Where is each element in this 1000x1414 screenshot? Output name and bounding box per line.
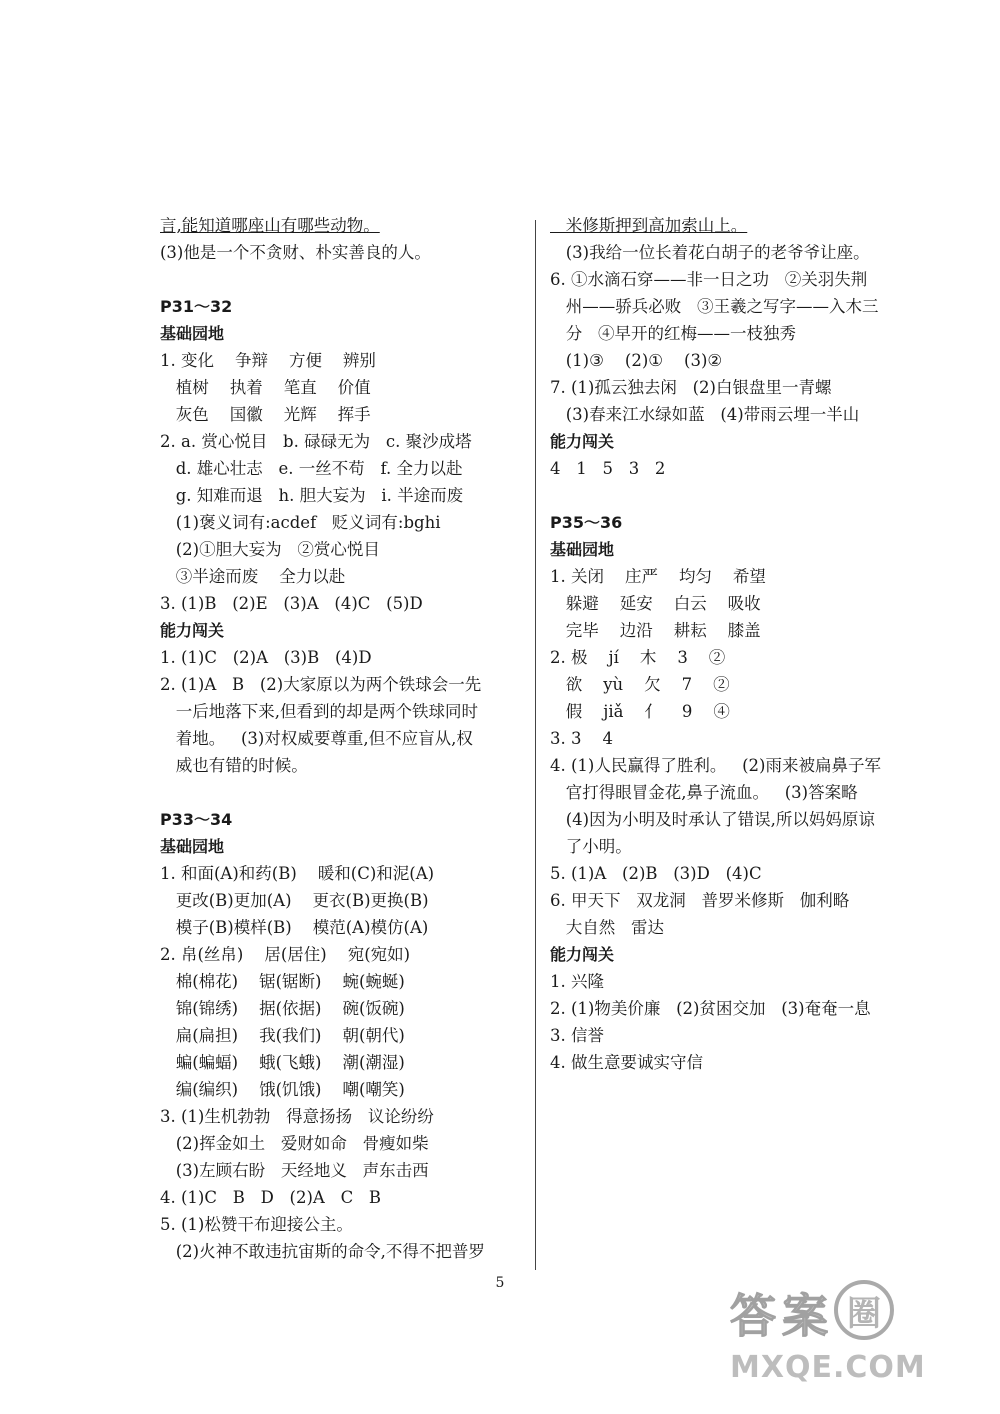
answer-line: 4 1 5 3 2 xyxy=(550,459,666,478)
answer-line: 米修斯押到高加索山上。 xyxy=(550,216,748,235)
answer-circle-logo-icon: 圈 xyxy=(834,1280,894,1340)
answer-line: 1. 关闭 庄严 均匀 希望 xyxy=(550,567,766,586)
answer-line: 2. 极 jí 木 3 ② xyxy=(550,648,726,667)
answer-line: ③半途而废 全力以赴 xyxy=(160,567,346,586)
answer-line: 假 jiǎ 亻 9 ④ xyxy=(550,702,730,721)
answer-line: 扁(扁担) 我(我们) 朝(朝代) xyxy=(160,1026,405,1045)
answer-line: 棉(棉花) 锯(锯断) 蜿(蜿蜒) xyxy=(160,972,405,991)
section-heading: 能力闯关 xyxy=(550,432,615,451)
answer-line: 完毕 边沿 耕耘 膝盖 xyxy=(550,621,761,640)
page-number: 5 xyxy=(495,1275,505,1291)
answer-line: 言,能知道哪座山有哪些动物。 xyxy=(160,216,380,235)
watermark-char: 答 xyxy=(730,1289,776,1343)
answer-line: 1. (1)C (2)A (3)B (4)D xyxy=(160,648,372,667)
answer-line: 2. (1)物美价廉 (2)贫困交加 (3)奄奄一息 xyxy=(550,999,871,1018)
answer-line: 编(编织) 饿(饥饿) 嘲(嘲笑) xyxy=(160,1080,405,1099)
answer-line: 一后地落下来,但看到的却是两个铁球同时 xyxy=(160,702,478,721)
answer-line: 欲 yù 欠 7 ② xyxy=(550,675,730,694)
answer-line: (2)火神不敢违抗宙斯的命令,不得不把普罗 xyxy=(160,1242,485,1261)
answer-line: 3. (1)B (2)E (3)A (4)C (5)D xyxy=(160,594,423,613)
spacer xyxy=(550,482,910,509)
answer-line: 7. (1)孤云独去闲 (2)白银盘里一青螺 xyxy=(550,378,832,397)
watermark-logo xyxy=(730,1280,980,1400)
watermark-url: MXQE.COM xyxy=(730,1350,926,1385)
answer-line: 着地。 (3)对权威要尊重,但不应盲从,权 xyxy=(160,729,473,748)
spacer xyxy=(160,266,520,293)
right-column xyxy=(550,212,910,1076)
section-heading: P35～36 xyxy=(550,513,623,532)
answer-line: 4. (1)人民赢得了胜利。 (2)雨来被扁鼻子军 xyxy=(550,756,881,775)
answer-line: 灰色 国徽 光辉 挥手 xyxy=(160,405,371,424)
answer-line: 2. a. 赏心悦目 b. 碌碌无为 c. 聚沙成塔 xyxy=(160,432,472,451)
answer-line: 2. (1)A B (2)大家原以为两个铁球会一先 xyxy=(160,675,482,694)
answer-line: 6. 甲天下 双龙洞 普罗米修斯 伽利略 xyxy=(550,891,850,910)
answer-line: 大自然 雷达 xyxy=(550,918,664,937)
left-column xyxy=(160,212,520,1265)
section-heading: 能力闯关 xyxy=(160,621,225,640)
answer-line: 3. (1)生机勃勃 得意扬扬 议论纷纷 xyxy=(160,1107,434,1126)
answer-line: 了小明。 xyxy=(550,837,632,856)
answer-line: (2)挥金如土 爱财如命 骨瘦如柴 xyxy=(160,1134,429,1153)
section-heading: 基础园地 xyxy=(550,540,615,559)
answer-line: (1)③ (2)① (3)② xyxy=(550,351,723,370)
answer-line: 2. 帛(丝帛) 居(居住) 宛(宛如) xyxy=(160,945,411,964)
section-heading: 基础园地 xyxy=(160,324,225,343)
answer-line: 威也有错的时候。 xyxy=(160,756,308,775)
answer-line: 1. 兴隆 xyxy=(550,972,604,991)
answer-line: 1. 变化 争辩 方便 辨别 xyxy=(160,351,376,370)
answer-line: 更改(B)更加(A) 更衣(B)更换(B) xyxy=(160,891,429,910)
answer-line: g. 知难而退 h. 胆大妄为 i. 半途而废 xyxy=(160,486,464,505)
section-heading: 能力闯关 xyxy=(550,945,615,964)
answer-line: 1. 和面(A)和药(B) 暖和(C)和泥(A) xyxy=(160,864,435,883)
answer-line: (3)我给一位长着花白胡子的老爷爷让座。 xyxy=(550,243,870,262)
section-heading: 基础园地 xyxy=(160,837,225,856)
answer-line: 模子(B)模样(B) 模范(A)模仿(A) xyxy=(160,918,429,937)
answer-line: 3. 3 4 xyxy=(550,729,613,748)
answer-line: 分 ④早开的红梅——一枝独秀 xyxy=(550,324,796,343)
spacer xyxy=(160,779,520,806)
answer-line: (3)他是一个不贪财、朴实善良的人。 xyxy=(160,243,431,262)
section-heading: P33～34 xyxy=(160,810,233,829)
answer-line: 6. ①水滴石穿——非一日之功 ②关羽失荆 xyxy=(550,270,868,289)
answer-line: (3)春来江水绿如蓝 (4)带雨云埋一半山 xyxy=(550,405,860,424)
answer-line: 躲避 延安 白云 吸收 xyxy=(550,594,761,613)
answer-line: 5. (1)A (2)B (3)D (4)C xyxy=(550,864,762,883)
section-heading: P31～32 xyxy=(160,297,233,316)
column-divider xyxy=(535,220,536,1270)
answer-line: (2)①胆大妄为 ②赏心悦目 xyxy=(160,540,380,559)
answer-line: 官打得眼冒金花,鼻子流血。 (3)答案略 xyxy=(550,783,858,802)
answer-line: 锦(锦绣) 据(依据) 碗(饭碗) xyxy=(160,999,405,1018)
answer-line: 3. 信誉 xyxy=(550,1026,604,1045)
answer-line: 蝙(蝙蝠) 蛾(飞蛾) 潮(潮湿) xyxy=(160,1053,405,1072)
answer-line: d. 雄心壮志 e. 一丝不苟 f. 全力以赴 xyxy=(160,459,463,478)
answer-line: 植树 执着 笔直 价值 xyxy=(160,378,371,397)
answer-line: 4. (1)C B D (2)A C B xyxy=(160,1188,382,1207)
answer-line: (4)因为小明及时承认了错误,所以妈妈原谅 xyxy=(550,810,875,829)
answer-line: 5. (1)松赞干布迎接公主。 xyxy=(160,1215,353,1234)
watermark-char: 案 xyxy=(782,1289,828,1343)
answer-line: (3)左顾右盼 天经地义 声东击西 xyxy=(160,1161,429,1180)
answer-line: 4. 做生意要诚实守信 xyxy=(550,1053,703,1072)
answer-line: (1)褒义词有:acdef 贬义词有:bghi xyxy=(160,513,441,532)
answer-line: 州——骄兵必败 ③王羲之写字——入木三 xyxy=(550,297,879,316)
